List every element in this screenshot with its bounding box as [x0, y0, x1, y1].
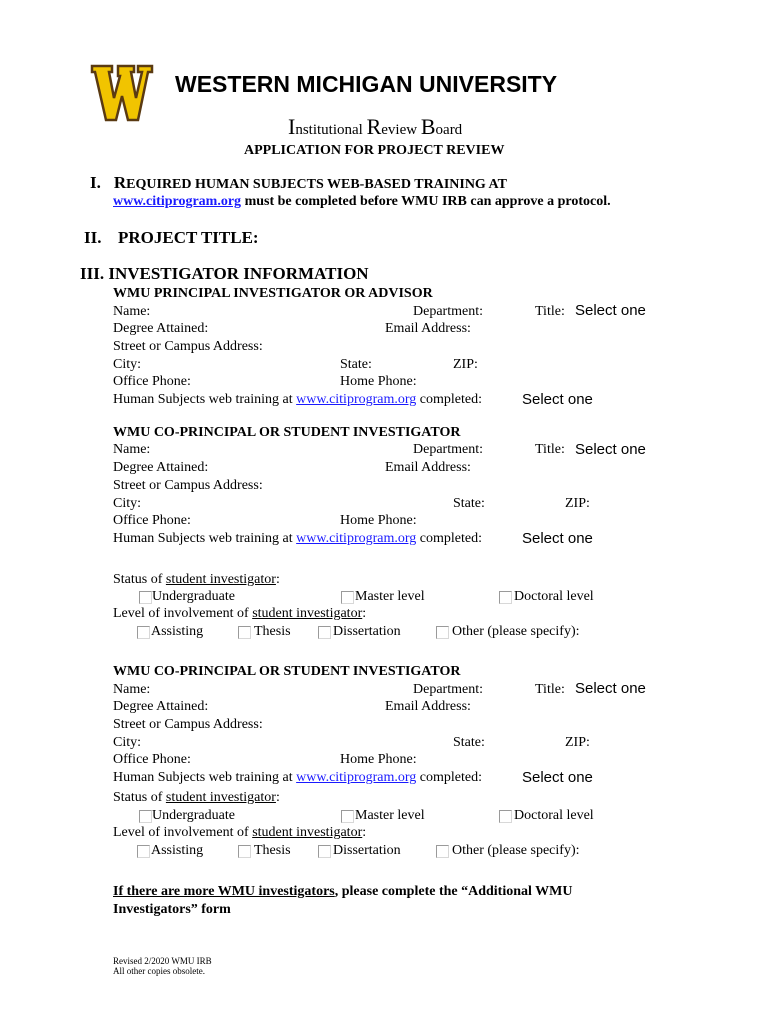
co1-assisting-label: Assisting: [151, 624, 204, 639]
co2-training-completed: completed:: [416, 770, 482, 785]
co2-city-label: City:: [113, 735, 142, 750]
co1-involvement-label: [113, 606, 366, 622]
co1-thesis-checkbox[interactable]: [238, 626, 251, 639]
co2-doctoral-label: Doctoral level: [514, 808, 594, 823]
co1-master-label: Master level: [355, 589, 425, 604]
co2-email-label: Email Address:: [385, 699, 471, 714]
irb-name: [288, 114, 462, 140]
footer-revised: Revised 2/2020 WMU IRB: [113, 956, 212, 966]
co1-other-checkbox[interactable]: [436, 626, 449, 639]
co1-street-label: Street or Campus Address:: [113, 478, 263, 493]
co1-training-select[interactable]: Select one: [522, 530, 593, 547]
irb-letter-i: I: [288, 114, 296, 139]
co2-department-label: Department:: [413, 682, 483, 697]
co2-other-label: Other (please specify):: [452, 843, 580, 858]
co1-doctoral-checkbox[interactable]: [499, 591, 512, 604]
footer-obsolete: All other copies obsolete.: [113, 966, 205, 976]
co1-training-text: Human Subjects web training at: [113, 531, 297, 546]
co1-undergraduate-checkbox[interactable]: [139, 591, 152, 604]
co2-undergraduate-checkbox[interactable]: [139, 810, 152, 823]
irb-letter-b: B: [420, 114, 436, 139]
co1-status-student: student investigator: [165, 572, 276, 587]
co1-other-label: Other (please specify):: [452, 624, 580, 639]
university-name: WESTERN MICHIGAN UNIVERSITY: [175, 71, 558, 97]
pi-training-link[interactable]: www.citiprogram.org: [296, 392, 417, 407]
co2-involvement-text: Level of involvement of: [113, 825, 253, 840]
co1-dissertation-label: Dissertation: [333, 624, 401, 639]
irb-letter-r: R: [366, 114, 382, 139]
wmu-logo: [90, 64, 154, 122]
co2-other-checkbox[interactable]: [436, 845, 449, 858]
co1-heading: WMU CO-PRINCIPAL OR STUDENT INVESTIGATOR: [113, 425, 461, 440]
co1-name-label: Name:: [113, 442, 151, 457]
co1-involvement-colon: :: [362, 606, 367, 621]
co1-training-link[interactable]: www.citiprogram.org: [296, 531, 417, 546]
pi-title-label: Title:: [535, 304, 565, 319]
pi-training-text: Human Subjects web training at: [113, 392, 297, 407]
co2-undergraduate-label: Undergraduate: [152, 808, 235, 823]
co2-doctoral-checkbox[interactable]: [499, 810, 512, 823]
pi-heading: WMU PRINCIPAL INVESTIGATOR OR ADVISOR: [113, 286, 433, 301]
co2-status-student: student investigator: [165, 790, 276, 805]
co2-thesis-label: Thesis: [254, 843, 291, 858]
additional-investigators-underlined: If there are more WMU investigators: [113, 884, 335, 899]
section-1-num: I.: [90, 173, 101, 192]
section-1-title: EQUIRED HUMAN SUBJECTS WEB-BASED TRAINING AT: [126, 177, 507, 192]
co2-status-text: Status of: [113, 790, 166, 805]
co2-status-label: [113, 790, 280, 806]
pi-state-label: State:: [340, 357, 372, 372]
co2-involvement-label: [113, 825, 366, 841]
co1-status-colon: :: [275, 572, 280, 587]
co2-status-colon: :: [275, 790, 280, 805]
pi-training-completed: completed:: [416, 392, 482, 407]
section-1-title-initial: R: [113, 173, 127, 192]
additional-investigators-note-line2: Investigators” form: [113, 902, 231, 917]
pi-street-label: Street or Campus Address:: [113, 339, 263, 354]
co2-assisting-checkbox[interactable]: [137, 845, 150, 858]
co2-training-link[interactable]: www.citiprogram.org: [296, 770, 417, 785]
co1-undergraduate-label: Undergraduate: [152, 589, 235, 604]
co2-street-label: Street or Campus Address:: [113, 717, 263, 732]
section-2-num: II.: [84, 228, 102, 247]
co2-involvement-student: student investigator: [252, 825, 363, 840]
co2-master-checkbox[interactable]: [341, 810, 354, 823]
co1-zip-label: ZIP:: [565, 496, 590, 511]
section-2-title: PROJECT TITLE:: [117, 228, 259, 247]
co2-training-select[interactable]: Select one: [522, 769, 593, 786]
co1-dissertation-checkbox[interactable]: [318, 626, 331, 639]
co1-training-completed: completed:: [416, 531, 482, 546]
pi-training-line: [113, 392, 482, 408]
additional-investigators-text: , please complete the “Additional WMU: [334, 884, 573, 899]
co1-status-text: Status of: [113, 572, 166, 587]
pi-training-select[interactable]: Select one: [522, 391, 593, 408]
irb-text-3: oard: [435, 122, 463, 138]
co1-involvement-text: Level of involvement of: [113, 606, 253, 621]
co1-department-label: Department:: [413, 442, 483, 457]
pi-zip-label: ZIP:: [453, 357, 478, 372]
co2-heading: WMU CO-PRINCIPAL OR STUDENT INVESTIGATOR: [113, 664, 461, 679]
co1-assisting-checkbox[interactable]: [137, 626, 150, 639]
co1-master-checkbox[interactable]: [341, 591, 354, 604]
co1-doctoral-label: Doctoral level: [514, 589, 594, 604]
co1-state-label: State:: [453, 496, 485, 511]
co1-city-label: City:: [113, 496, 142, 511]
co1-office-phone-label: Office Phone:: [113, 513, 191, 528]
co2-state-label: State:: [453, 735, 485, 750]
co2-home-phone-label: Home Phone:: [340, 752, 417, 767]
section-1-heading: [90, 173, 507, 193]
co2-office-phone-label: Office Phone:: [113, 752, 191, 767]
co1-training-line: [113, 531, 482, 547]
co1-title-select[interactable]: Select one: [575, 441, 646, 458]
co1-involvement-student: student investigator: [252, 606, 363, 621]
co1-home-phone-label: Home Phone:: [340, 513, 417, 528]
pi-degree-label: Degree Attained:: [113, 321, 209, 336]
wmu-w-logo-icon: [90, 64, 154, 122]
co2-master-label: Master level: [355, 808, 425, 823]
co2-title-label: Title:: [535, 682, 565, 697]
pi-email-label: Email Address:: [385, 321, 471, 336]
pi-city-label: City:: [113, 357, 142, 372]
co1-email-label: Email Address:: [385, 460, 471, 475]
pi-title-select[interactable]: Select one: [575, 302, 646, 319]
irb-text-2: eview: [381, 122, 421, 138]
co2-involvement-colon: :: [362, 825, 367, 840]
co2-dissertation-label: Dissertation: [333, 843, 401, 858]
co2-assisting-label: Assisting: [151, 843, 204, 858]
pi-name-label: Name:: [113, 304, 151, 319]
co2-name-label: Name:: [113, 682, 151, 697]
co2-title-select[interactable]: Select one: [575, 680, 646, 697]
co2-training-line: [113, 770, 482, 786]
citiprogram-link[interactable]: www.citiprogram.org: [113, 194, 242, 209]
section-1-requirement: must be completed before WMU IRB can approve a protocol.: [241, 194, 611, 209]
section-2-heading: [84, 228, 259, 248]
co2-thesis-checkbox[interactable]: [238, 845, 251, 858]
pi-office-phone-label: Office Phone:: [113, 374, 191, 389]
co2-training-text: Human Subjects web training at: [113, 770, 297, 785]
pi-home-phone-label: Home Phone:: [340, 374, 417, 389]
additional-investigators-note-line1: [113, 884, 572, 900]
irb-text-1: nstitutional: [295, 122, 367, 138]
co1-thesis-label: Thesis: [254, 624, 291, 639]
co2-dissertation-checkbox[interactable]: [318, 845, 331, 858]
section-1-text: [113, 194, 611, 210]
section-3-heading: III. INVESTIGATOR INFORMATION: [80, 264, 369, 283]
co1-title-label: Title:: [535, 442, 565, 457]
form-title: APPLICATION FOR PROJECT REVIEW: [244, 143, 505, 158]
pi-department-label: Department:: [413, 304, 483, 319]
co1-status-label: [113, 572, 280, 588]
co2-zip-label: ZIP:: [565, 735, 590, 750]
co2-degree-label: Degree Attained:: [113, 699, 209, 714]
co1-degree-label: Degree Attained:: [113, 460, 209, 475]
